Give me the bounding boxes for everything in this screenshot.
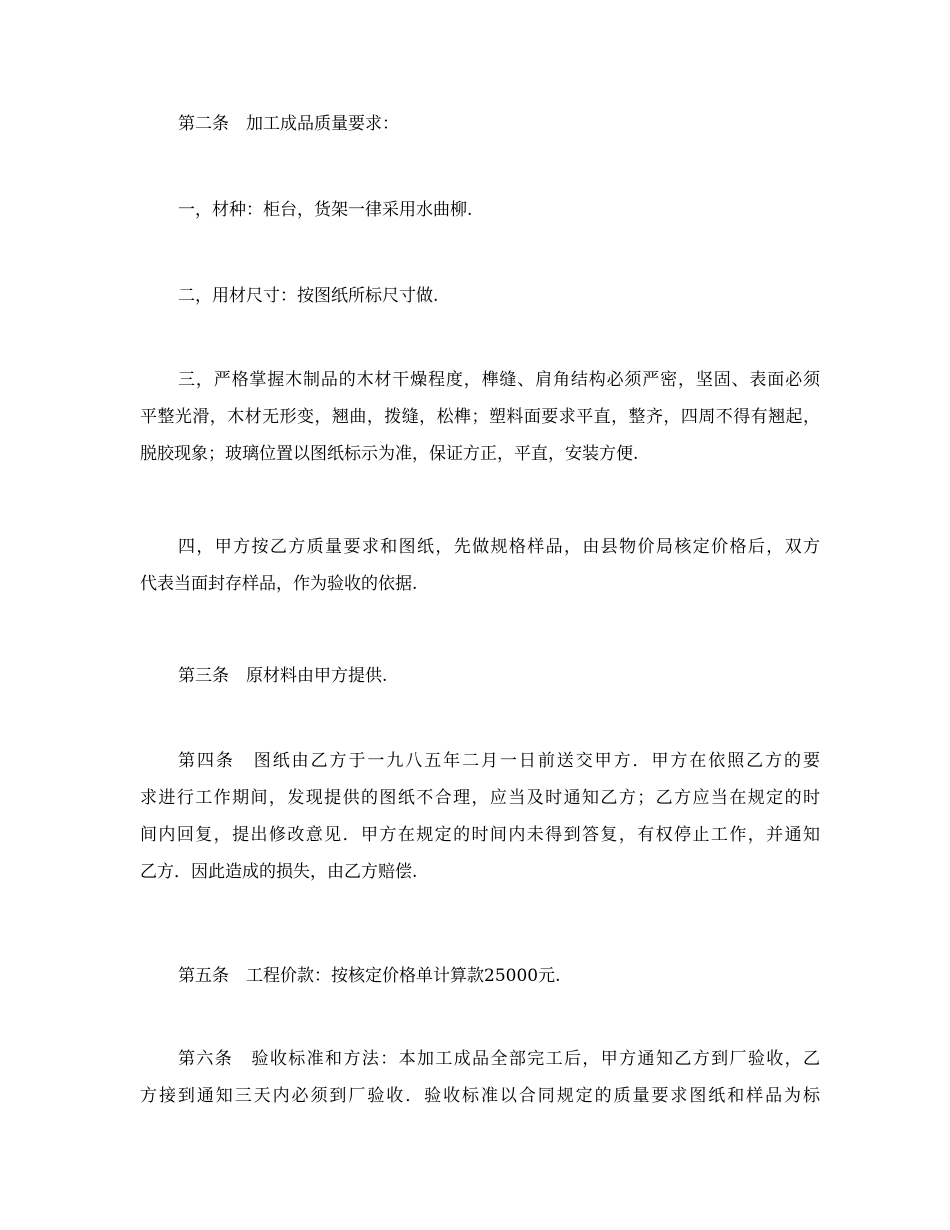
paragraph-line: 间内回复，提出修改意见．甲方在规定的时间内未得到答复，有权停止工作，并通知 — [140, 825, 820, 845]
paragraph-line: 求进行工作期间，发现提供的图纸不合理，应当及时通知乙方；乙方应当在规定的时 — [140, 788, 820, 808]
paragraph-line: 第二条 加工成品质量要求： — [178, 114, 399, 134]
paragraph-line: 第六条 验收标准和方法：本加工成品全部完工后，甲方通知乙方到厂验收，乙 — [178, 1049, 820, 1069]
article-6 — [140, 1041, 820, 1115]
paragraph-line: 方接到通知三天内必须到厂验收．验收标准以合同规定的质量要求图纸和样品为标 — [140, 1086, 820, 1106]
article-2-item-1 — [140, 192, 820, 229]
article-3 — [140, 658, 820, 695]
paragraph-line: 一，材种：柜台，货架一律采用水曲柳. — [178, 200, 473, 220]
article-2-heading — [140, 106, 820, 143]
paragraph-line: 代表当面封存样品，作为验收的依据. — [140, 574, 418, 594]
paragraph-line: 二，用材尺寸：按图纸所标尺寸做. — [178, 286, 439, 306]
article-5 — [140, 958, 820, 995]
paragraph-line: 乙方．因此造成的损失，由乙方赔偿. — [140, 862, 418, 882]
article-4 — [140, 743, 820, 891]
paragraph-line: 四，甲方按乙方质量要求和图纸，先做规格样品，由县物价局核定价格后，双方 — [178, 537, 820, 557]
article-2-item-4 — [140, 529, 820, 603]
paragraph-line: 脱胶现象；玻璃位置以图纸标示为准，保证方正，平直，安装方便. — [140, 444, 639, 464]
paragraph-line: 第五条 工程价款：按核定价格单计算款25000元. — [178, 966, 561, 986]
paragraph-line: 平整光滑，木材无形变，翘曲，拨缝，松榫；塑料面要求平直，整齐，四周不得有翘起， — [140, 407, 820, 427]
paragraph-line: 第三条 原材料由甲方提供. — [178, 666, 388, 686]
paragraph-line: 第四条 图纸由乙方于一九八五年二月一日前送交甲方．甲方在依照乙方的要 — [178, 751, 820, 771]
paragraph-line: 三，严格掌握木制品的木材干燥程度，榫缝、肩角结构必须严密，坚固、表面必须 — [178, 370, 820, 390]
article-2-item-2 — [140, 278, 820, 315]
article-2-item-3 — [140, 362, 820, 473]
